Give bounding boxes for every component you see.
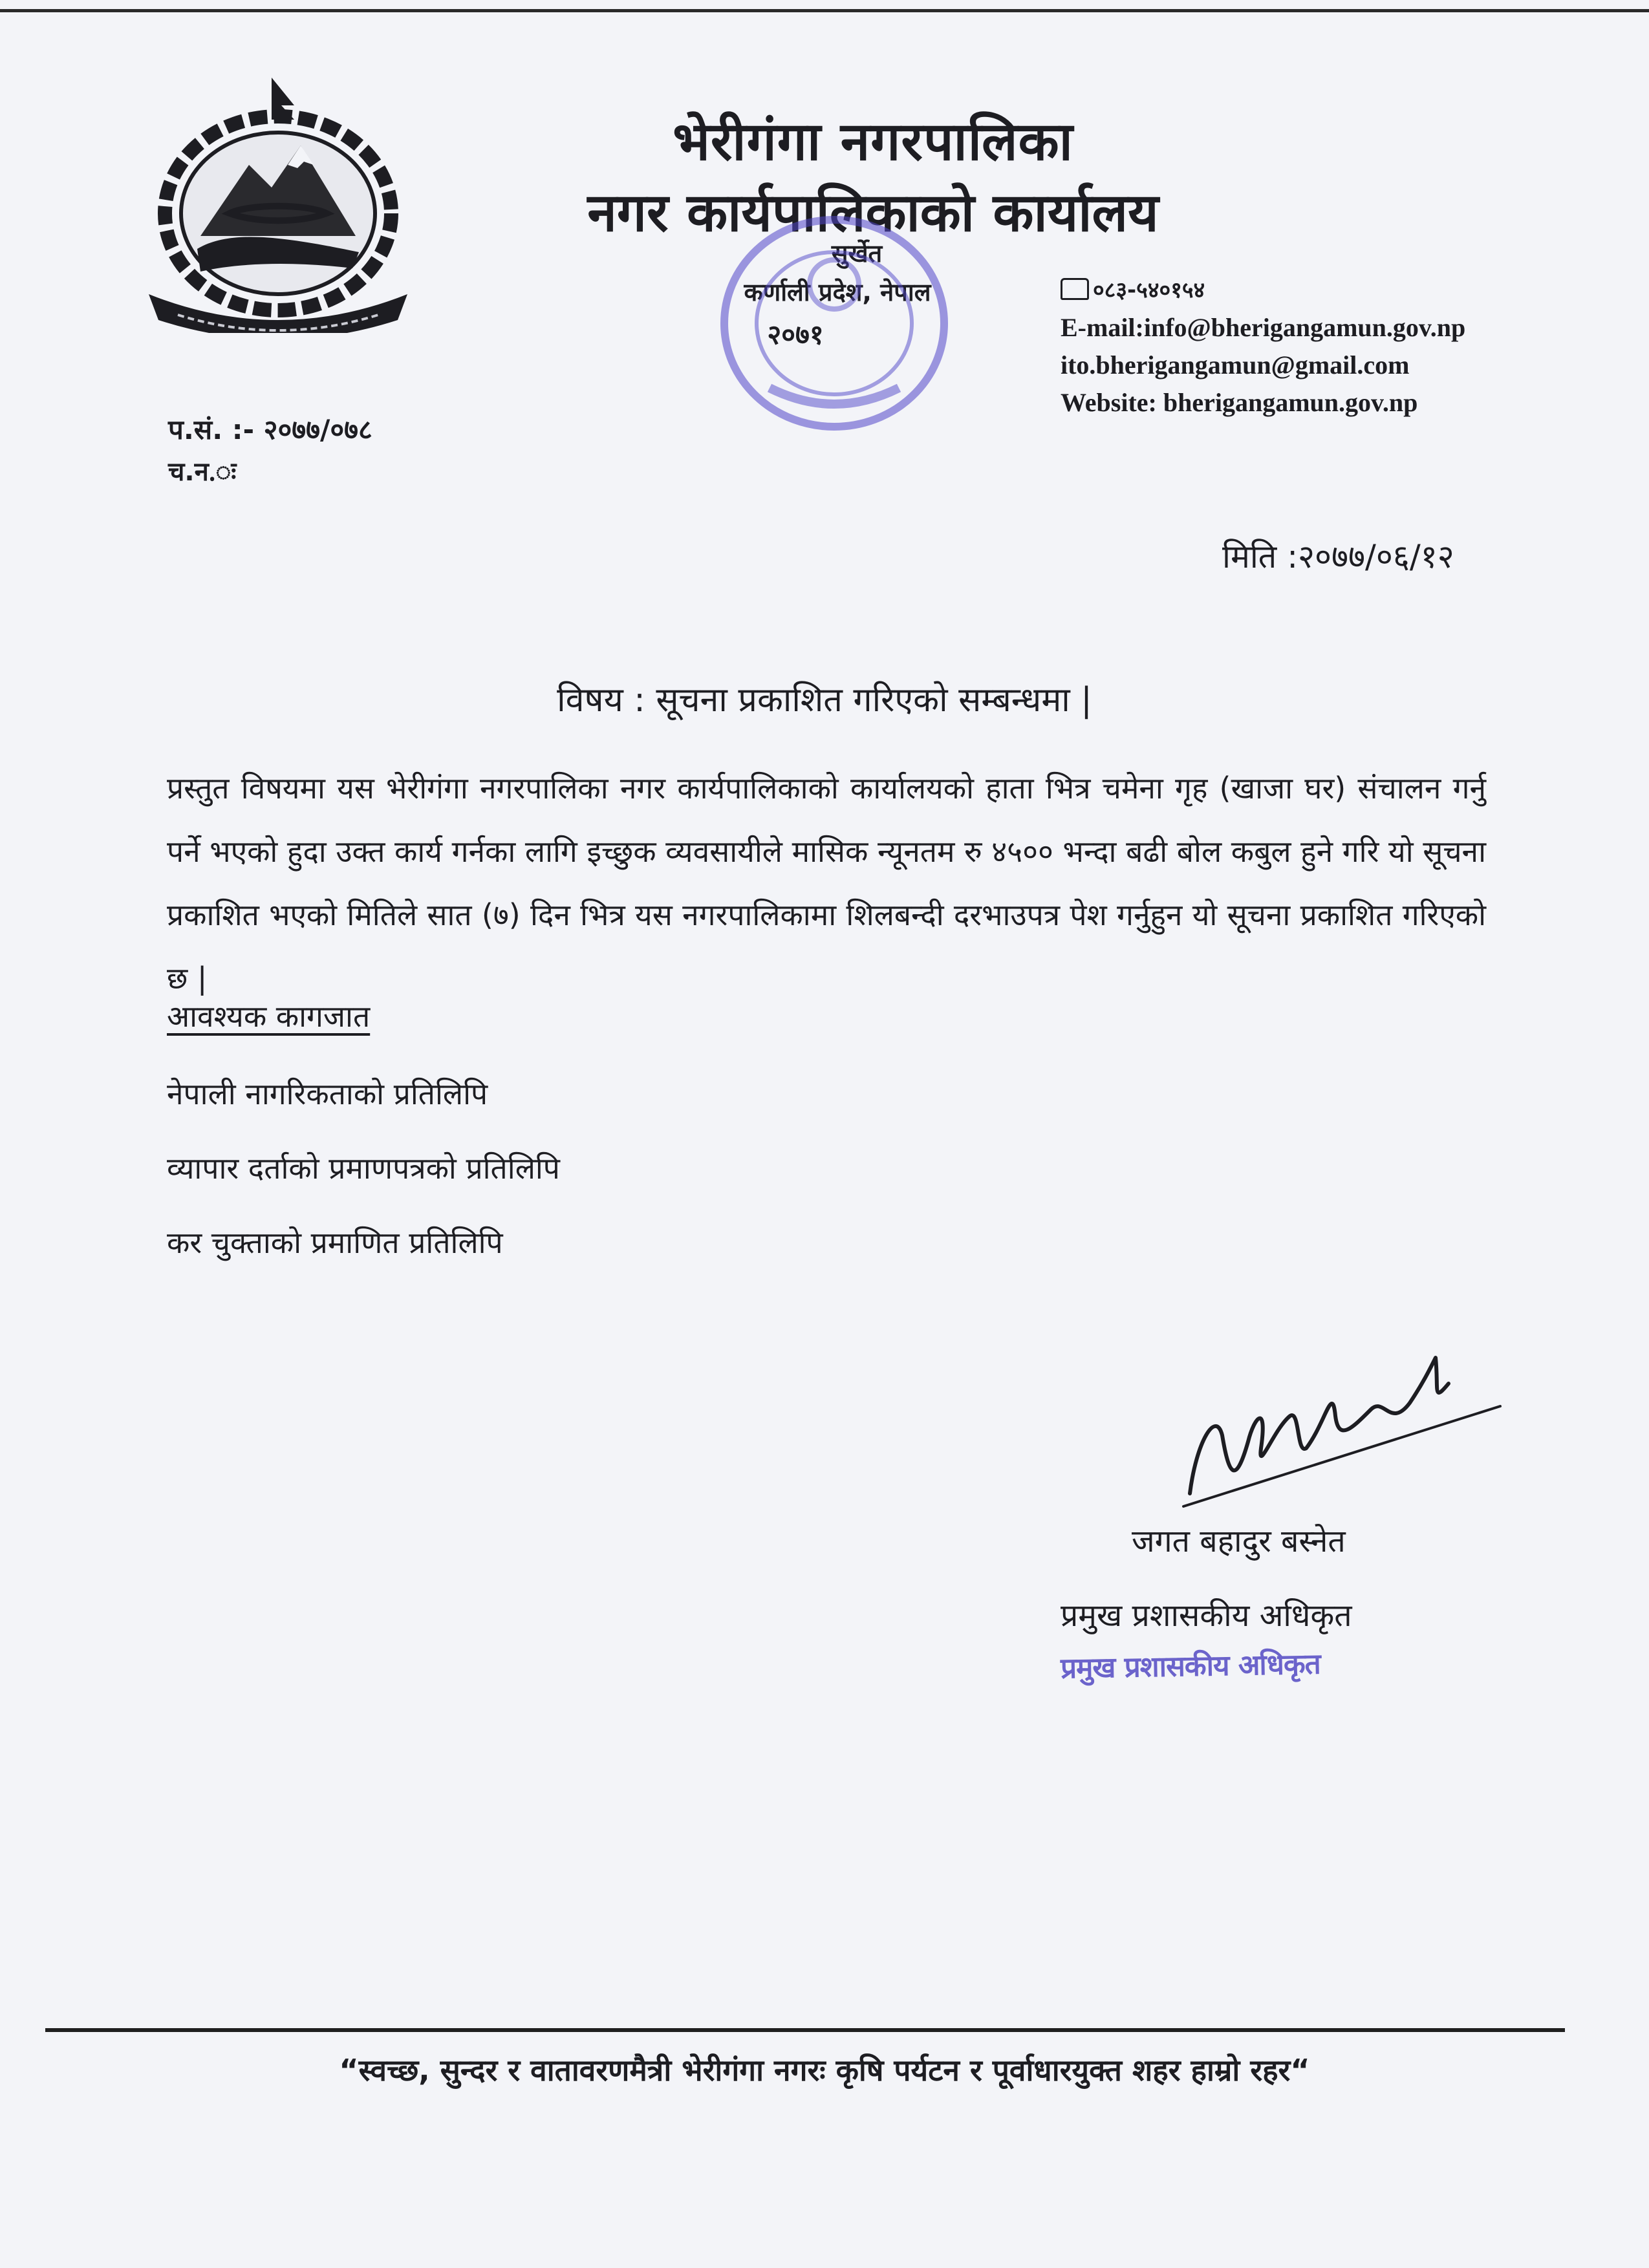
office-title-line1: भेरीगंगा नगरपालिका bbox=[673, 111, 1073, 173]
requirement-item: नेपाली नागरिकताको प्रतिलिपि bbox=[167, 1076, 488, 1111]
contact-block bbox=[1061, 272, 1630, 422]
office-title-line2: नगर कार्यपालिकाको कार्यालय bbox=[587, 182, 1159, 244]
email-secondary: ito.bherigangamun@gmail.com bbox=[1061, 350, 1410, 380]
requirement-item: कर चुक्ताको प्रमाणित प्रतिलिपि bbox=[167, 1225, 503, 1260]
dispatch-number: च.न.ः bbox=[168, 457, 237, 487]
website: Website: bherigangamun.gov.np bbox=[1061, 388, 1418, 417]
letter-subject: विषय : सूचना प्रकाशित गरिएको सम्बन्धमा | bbox=[557, 681, 1092, 720]
office-location: सुर्खेत bbox=[831, 239, 883, 268]
established-year: २०७१ bbox=[767, 319, 824, 350]
requirement-item: व्यापार दर्ताको प्रमाणपत्रको प्रतिलिपि bbox=[167, 1151, 560, 1186]
phone-number: ०८३-५४०१५४ bbox=[1093, 277, 1205, 303]
handwritten-signature-icon bbox=[1177, 1345, 1513, 1513]
signatory-name: जगत बहादुर बस्नेत bbox=[1132, 1523, 1346, 1559]
notice-body: प्रस्तुत विषयमा यस भेरीगंगा नगरपालिका नगर कार्यपालिकाको कार्यालयको हाता भित्र चमेना गृह (खाजा घर) संचालन गर्नु पर्ने भएको हुदा उक्त कार्य गर्नका लागि इच्छुक व्यवसायीले मासिक न्यूनतम रु ४५०० भन्दा बढी बोल कबुल हुने गरि यो सूचना प्रकाशित भएको मितिले सात (७) दिन भित्र यस नगरपालिकामा शिलबन्दी दरभाउपत्र पेश गर्नुहुन यो सूचना प्रकाशित गरिएको छ | bbox=[167, 771, 1486, 996]
signatory-title: प्रमुख प्रशासकीय अधिकृत bbox=[1061, 1598, 1352, 1634]
email-primary: E-mail:info@bherigangamun.gov.np bbox=[1061, 313, 1466, 342]
letter-date: मिति :२०७७/०६/१२ bbox=[1222, 538, 1454, 575]
telephone-icon bbox=[1061, 278, 1089, 300]
letter-number: प.सं. :- २०७७/०७८ bbox=[168, 414, 372, 445]
office-province: कर्णाली प्रदेश, नेपाल bbox=[744, 278, 931, 306]
designation-stamp: प्रमुख प्रशासकीय अधिकृत bbox=[1060, 1647, 1321, 1685]
requirements-heading: आवश्यक कागजात bbox=[167, 999, 371, 1034]
footer-divider bbox=[45, 2028, 1565, 2032]
top-border-line bbox=[0, 9, 1649, 12]
nepal-emblem-icon bbox=[139, 74, 417, 333]
footer-slogan: “स्वच्छ, सुन्दर र वातावरणमैत्री भेरीगंगा नगरः कृषि पर्यटन र पूर्वाधारयुक्त शहर हाम्रो रहर“ bbox=[339, 2053, 1310, 2088]
